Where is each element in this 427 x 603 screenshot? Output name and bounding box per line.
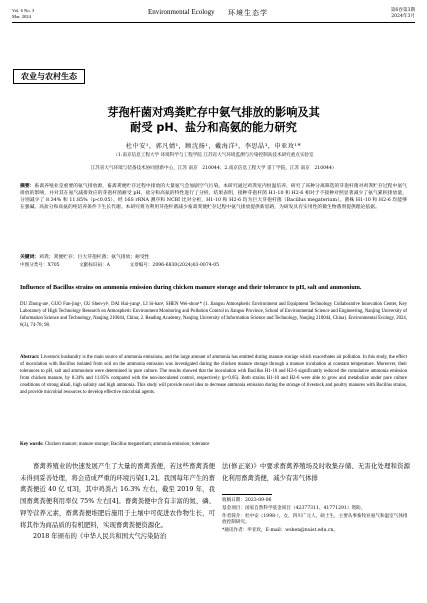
authors-en: DU Zhong-an¹, GUO Fan-jing¹, GU Shen-yi¹, DAI Hai-yang¹, LI Si-han³, SHEN Wei-shou¹* (1. Jiangsu Atmospheric Environment and Equipment Technology Collaborative Innovation Center, Key Laboratory of High Technology Research on Atmospheric Environment Monitoring and Pollution Control in Jiangsu Province, School of Environmental Science and Engineering, Nanjing University of Information Science and Technology, Nanjing 210044, China; 2. Reading Academy, Nanjing University of Information Science and Technology, Nanjing 210044, China). Environmental Ecology, 2024, 6(3), 74-78; 98.: [20, 302, 407, 329]
body-paragraph: 2018 年颁布的《中华人民共和国大气污染防治: [33, 532, 167, 541]
abstract-en-label: Abstract:: [20, 355, 40, 360]
affiliation-cn-2: 江苏省大气环境与装备技术协同创新中心，江苏 南京 210044；2.南京信息工程大学 雷丁学院，江苏 南京 210044）: [90, 166, 337, 171]
issue-number-cn: 第6卷第3期: [390, 8, 415, 13]
volume-info: [12, 8, 34, 20]
footnote-corresponding: *通讯作者：申亚玫，E-mail：wshen@nuist.edu.cn。: [222, 528, 339, 534]
classification-line: [20, 262, 407, 268]
running-header: [0, 4, 427, 34]
body-right-column: 法(修正案)》中要求畜禽养殖场及时收集存储、无害化处理和资源化利用畜禽粪便，减少有害气体排: [222, 462, 410, 482]
keywords-en-text: Chicken manure; manure storage; Bacillus megaterium; ammonia emission; tolerance: [44, 442, 210, 447]
journal-name-cn: 环境生态学: [228, 9, 268, 17]
abstract-en: [20, 354, 407, 397]
body-paragraph: 畜禽养殖业的快速发展产生了大量的畜禽粪便，若这些畜禽粪便未得到妥善处理，将会造成严重的环境污染[1,2]。我国每年产生的畜禽粪便近 40 亿 t[3]，其中鸡粪占 16.3% 左右，截至 2019 年，我国畜禽粪便利用率仅 75% 左右[4]。畜禽粪便中含有丰富的氮、磷、钾等营养元素，畜禽粪便堆肥后施用于土壤中可促进农作物生长，可将其作为商品质的有机肥料，实现畜禽粪便资源化。: [20, 462, 215, 529]
document-code: 文献标识码：A: [79, 263, 110, 268]
abstract-en-text: Livestock husbandry is the main source of ammonia emissions, and the large amount of ammonia has emitted during manure storage which exacerbates air pollution. In this study, the effect of inoculation with Bacillus isolated from soil on the ammonia emission was investigated during the chicken manure storage through a manure incubation at constant temperature. Moreover, their tolerances to pH, salt and ammonium were determined in pure culture. The results showed that the inoculation with Bacillus H1-10 and H2-6 significantly reduced the cumulative ammonia emission from chicken manure, by 8.34% and 11.85% compared with the non-inoculated control, respectively (p<0.05). Both strains H1-10 and H2-6 were able to grow and metabolize under pure culture conditions of strong alkali, high salinity and high ammonia. This study will provide novel idea to decrease ammonia emission during the storage of livestock and poultry manures with Bacillus strains, and provide microbial resources to develop effective microbial agents.: [20, 355, 407, 396]
keywords-cn-text: 鸡粪；粪便贮存；巨大芽孢杆菌；氨气排放；耐受性: [39, 255, 150, 260]
keywords-en: [20, 441, 407, 448]
footnote-author: 作者简介：杜中安（1998-），女，四川广元人，硕士生，主要从事畜牧业氨气和温室气体排放控制研究。: [222, 513, 408, 526]
journal-name-en: Environmental Ecology: [148, 8, 215, 16]
section-tag: 农业与农村生态: [13, 69, 85, 84]
authors-cn: 杜中安¹，郭凡婧¹，顾沈扬¹，戴海洋³，李思晶³，申亚玫¹*: [125, 143, 302, 150]
abstract-cn: [20, 183, 407, 211]
abstract-cn-label: 摘要：: [20, 183, 35, 189]
footnote-rule: [222, 494, 272, 495]
affiliation-cn-1: （1.南京信息工程大学 环境科学与工程学院 江苏省大气环境监测与污染控制高技术研究重点实验室: [113, 153, 314, 158]
title-cn-line-2: 耐受 pH、盐分和高氨的能力研究: [130, 121, 297, 134]
footnotes: [222, 498, 410, 536]
footnote-fund: 基金项目：国家自然科学基金项目（42377311、41771291）资助。: [222, 505, 366, 511]
issue-date: Mar. 2024: [12, 14, 31, 20]
class-number: 中图分类号：X705: [20, 263, 60, 268]
footnote-received: 收稿日期：2023-09-06: [222, 498, 272, 503]
title-cn-line-1: 芽孢杆菌对鸡粪贮存中氨气排放的影响及其: [107, 106, 320, 119]
issue-date-cn: 2024年3月: [391, 14, 415, 20]
volume-number: Vol. 6 No. 3: [12, 8, 35, 13]
issue-info-cn: [391, 8, 415, 20]
abstract-cn-text: 畜禽养殖业是重要的氨气排放源，畜禽粪便贮存过程中排放的大量氨气会加剧空气污染。本研究通过鸡粪室内恒温培养，研究了该种分离筛选的芽孢杆菌对鸡粪贮存过程中氨气排放的影响，并对其在氨气减排效应的芽孢杆菌耐受 pH、盐分和高氨的特性进行了分析。结果表明，接种芽孢杆菌 H1-10 和 H2-6 相对于不接种对照显著减少了氨气累积排放量，分别减少了 8.34% 和 11.85%（p<0.05）。经 16S rRNA 测序和 NCBI 比对分析，H1-10 和 H2-6 均为巨大芽孢杆菌（Bacillus megaterium）。菌株 H1-10 和 H2-6 均能够在强碱、高盐分和高氨的纯培养条件下生长代谢。本研究将为利用芽孢杆菌减少畜禽粪便贮存过程中氨气排放提供新思路，为研发具有实用性的微生物菌剂提供理论依据。: [20, 184, 407, 210]
keywords-en-label: Key words:: [20, 442, 44, 447]
body-left-column: [20, 461, 215, 543]
keywords-cn: [20, 254, 407, 261]
header-rule: [12, 22, 415, 23]
article-number: 文章编号：2096-6830(2024)03-0074-05: [129, 263, 220, 268]
keywords-cn-label: 关键词：: [20, 254, 40, 260]
title-en: Influence of Bacillus strains on ammonia emission during chicken manure storage and their tolerance to pH, salt and ammonium.: [20, 284, 362, 291]
